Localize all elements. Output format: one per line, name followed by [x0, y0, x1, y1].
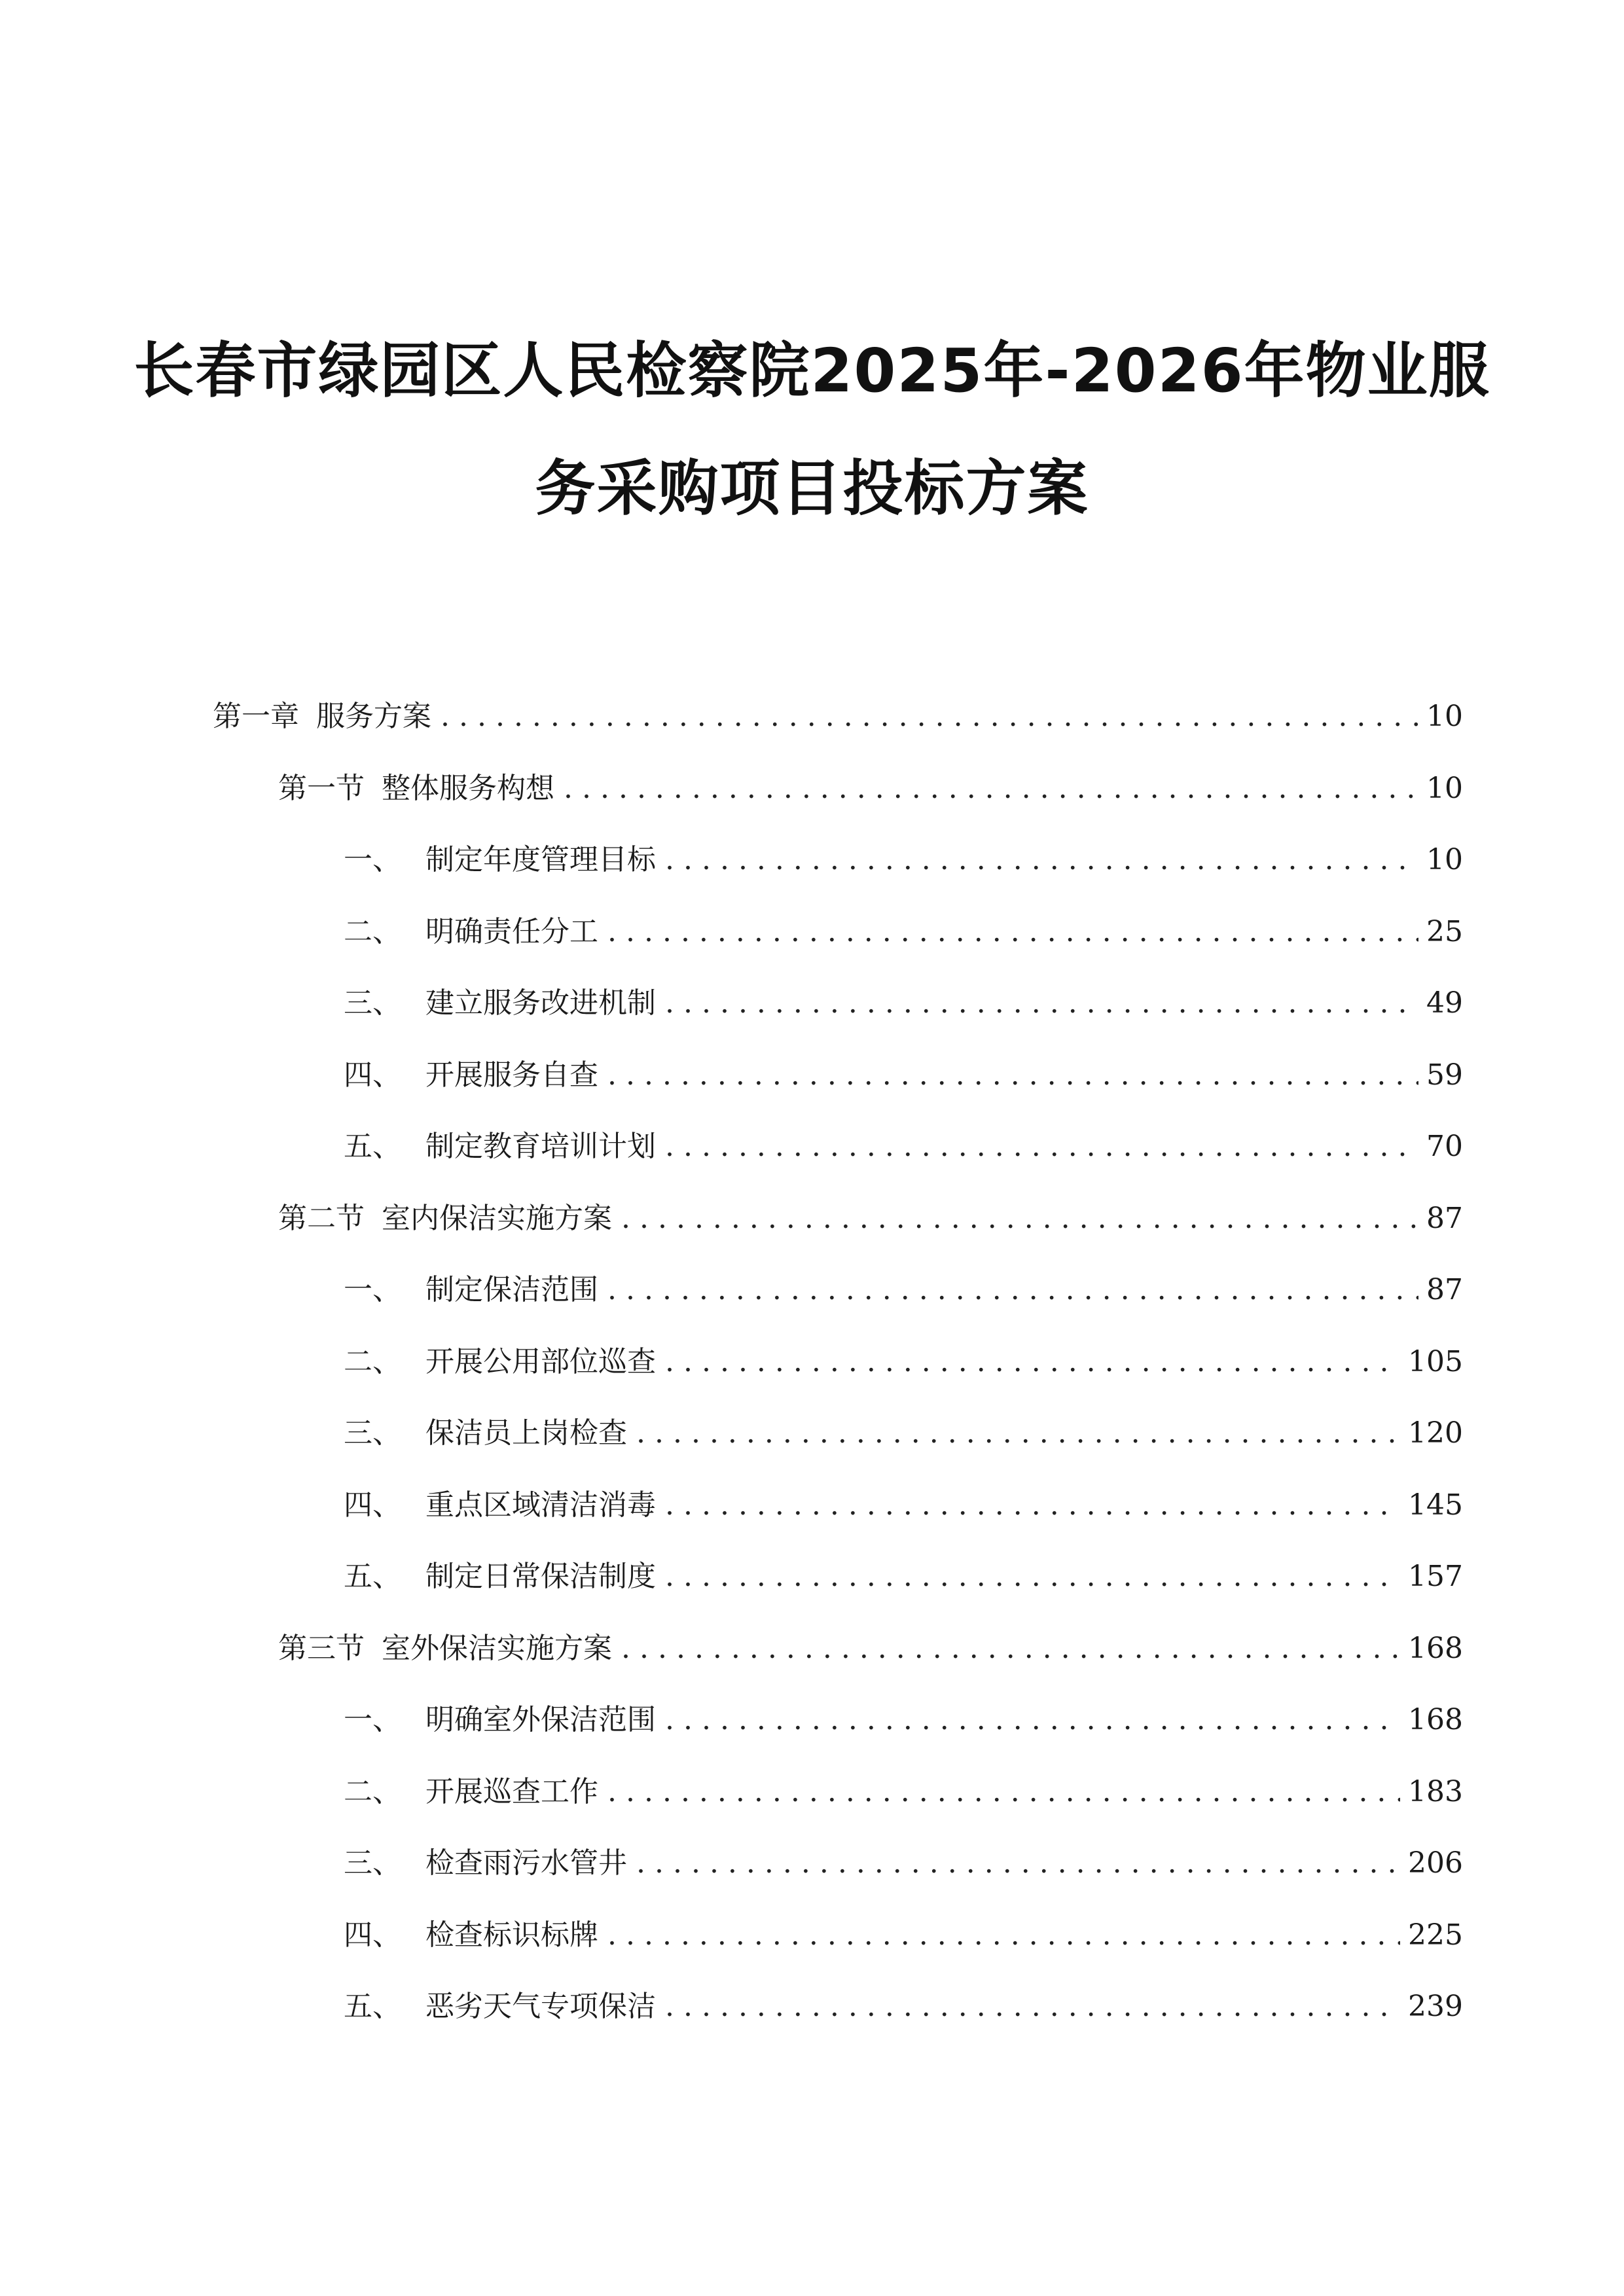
toc-dot-leader: [621, 1626, 1400, 1672]
toc-entry-page-number: 87: [1426, 1201, 1463, 1235]
toc-entry-number: 五、: [344, 1990, 401, 2023]
toc-entry-number: 第一节: [278, 771, 365, 805]
toc-entry-label: [278, 1626, 612, 1672]
toc-dot-leader: [607, 1052, 1418, 1098]
toc-entry[interactable]: [344, 1984, 1463, 2030]
toc-entry-number: 三、: [344, 986, 401, 1020]
toc-entry-label: [344, 1912, 598, 1958]
toc-entry-label: [344, 1339, 656, 1385]
toc-entry-label: [278, 766, 554, 812]
toc-entry-text: 明确室外保洁范围: [425, 1703, 656, 1736]
toc-entry-text: 制定教育培训计划: [425, 1130, 656, 1163]
toc-dot-leader: [665, 980, 1418, 1026]
toc-entry-number: 第一章: [213, 700, 299, 733]
toc-entry-number: 三、: [344, 1416, 401, 1450]
toc-dot-leader: [665, 1984, 1400, 2030]
toc-entry-page-number: 49: [1426, 986, 1463, 1020]
toc-entry-label: [344, 1482, 656, 1528]
toc-entry-page-number: 206: [1408, 1846, 1463, 1880]
toc-entry-number: 二、: [344, 914, 401, 948]
toc-entry-number: 四、: [344, 1918, 401, 1952]
toc-entry-page-number: 87: [1426, 1273, 1463, 1306]
toc-entry-label: [344, 1052, 598, 1098]
toc-entry[interactable]: [344, 1697, 1463, 1743]
toc-dot-leader: [665, 1697, 1400, 1743]
toc-entry[interactable]: [278, 766, 1463, 812]
toc-dot-leader: [607, 1769, 1400, 1815]
toc-entry-page-number: 145: [1408, 1488, 1463, 1522]
toc-entry-page-number: 183: [1408, 1774, 1463, 1808]
toc-dot-leader: [607, 1912, 1400, 1958]
toc-dot-leader: [607, 909, 1418, 955]
toc-entry-number: 一、: [344, 1703, 401, 1736]
toc-entry-text: 保洁员上岗检查: [425, 1416, 627, 1450]
toc-entry-label: [344, 1769, 598, 1815]
toc-entry-page-number: 168: [1408, 1631, 1463, 1665]
toc-entry-number: 一、: [344, 1273, 401, 1306]
toc-entry-text: 检查雨污水管井: [425, 1846, 627, 1880]
toc-entry-number: 一、: [344, 843, 401, 876]
toc-dot-leader: [564, 766, 1418, 812]
toc-entry-number: 五、: [344, 1560, 401, 1593]
toc-entry-label: [344, 1410, 627, 1456]
toc-entry-page-number: 239: [1408, 1990, 1463, 2023]
toc-entry-label: [213, 694, 431, 740]
toc-entry-number: 第二节: [278, 1201, 365, 1235]
toc-entry-text: 建立服务改进机制: [425, 986, 656, 1020]
toc-entry-text: 检查标识标牌: [425, 1918, 598, 1952]
toc-entry-number: 第三节: [278, 1631, 365, 1665]
toc-entry-text: 服务方案: [316, 700, 431, 733]
toc-entry-label: [344, 1267, 598, 1313]
toc-dot-leader: [636, 1410, 1400, 1456]
toc-entry-text: 整体服务构想: [382, 771, 554, 805]
toc-entry-number: 二、: [344, 1344, 401, 1378]
toc-entry-label: [278, 1196, 612, 1242]
toc-entry[interactable]: [344, 1554, 1463, 1600]
toc-entry-page-number: 59: [1426, 1058, 1463, 1092]
toc-entry[interactable]: [344, 1840, 1463, 1886]
toc-dot-leader: [441, 694, 1418, 740]
toc-entry[interactable]: [344, 1769, 1463, 1815]
toc-entry-label: [344, 1697, 656, 1743]
toc-entry-text: 制定保洁范围: [425, 1273, 598, 1306]
toc-entry[interactable]: [344, 1124, 1463, 1170]
toc-entry-text: 恶劣天气专项保洁: [425, 1990, 656, 2023]
toc-entry[interactable]: [344, 1339, 1463, 1385]
toc-entry-text: 明确责任分工: [425, 914, 598, 948]
toc-entry[interactable]: [344, 909, 1463, 955]
toc-entry-number: 三、: [344, 1846, 401, 1880]
toc-entry-label: [344, 1554, 656, 1600]
toc-entry-page-number: 105: [1408, 1344, 1463, 1378]
toc-entry-page-number: 10: [1426, 700, 1463, 733]
toc-entry-number: 二、: [344, 1774, 401, 1808]
toc-entry-text: 开展公用部位巡查: [425, 1344, 656, 1378]
toc-entry-number: 五、: [344, 1130, 401, 1163]
toc-entry[interactable]: [344, 1410, 1463, 1456]
toc-entry-page-number: 10: [1426, 843, 1463, 876]
toc-dot-leader: [665, 837, 1418, 883]
toc-entry[interactable]: [213, 694, 1463, 740]
toc-entry-label: [344, 1984, 656, 2030]
toc-dot-leader: [665, 1339, 1400, 1385]
toc-entry-text: 开展巡查工作: [425, 1774, 598, 1808]
toc-entry-label: [344, 837, 656, 883]
toc-dot-leader: [607, 1267, 1418, 1313]
toc-entry[interactable]: [278, 1196, 1463, 1242]
toc-entry-page-number: 168: [1408, 1703, 1463, 1736]
toc-entry-number: 四、: [344, 1488, 401, 1522]
toc-entry-page-number: 70: [1426, 1130, 1463, 1163]
toc-entry-text: 开展服务自查: [425, 1058, 598, 1092]
toc-entry-page-number: 225: [1408, 1918, 1463, 1952]
toc-dot-leader: [621, 1196, 1418, 1242]
toc-entry-page-number: 10: [1426, 771, 1463, 805]
toc-entry-number: 四、: [344, 1058, 401, 1092]
toc-dot-leader: [665, 1124, 1418, 1170]
toc-entry-label: [344, 909, 598, 955]
toc-dot-leader: [636, 1840, 1400, 1886]
toc-entry-text: 室内保洁实施方案: [382, 1201, 612, 1235]
toc-dot-leader: [665, 1554, 1400, 1600]
toc-entry[interactable]: [344, 1912, 1463, 1958]
toc-entry-label: [344, 1840, 627, 1886]
toc-entry-text: 重点区域清洁消毒: [425, 1488, 656, 1522]
toc-entry[interactable]: [344, 1052, 1463, 1098]
toc-entry[interactable]: [344, 837, 1463, 883]
toc-entry[interactable]: [344, 980, 1463, 1026]
toc-entry-text: 制定年度管理目标: [425, 843, 656, 876]
toc-entry-text: 室外保洁实施方案: [382, 1631, 612, 1665]
toc-dot-leader: [665, 1482, 1400, 1528]
document-title-line-1: 长春市绿园区人民检察院2025年-2026年物业服: [134, 336, 1490, 406]
toc-entry-text: 制定日常保洁制度: [425, 1560, 656, 1593]
toc-entry-page-number: 157: [1408, 1560, 1463, 1593]
toc-entry[interactable]: [344, 1482, 1463, 1528]
toc-entry-page-number: 25: [1426, 914, 1463, 948]
toc-entry-page-number: 120: [1408, 1416, 1463, 1450]
toc-entry-label: [344, 1124, 656, 1170]
document-title-line-2: 务采购项目投标方案: [535, 454, 1089, 524]
toc-entry[interactable]: [278, 1626, 1463, 1672]
toc-entry[interactable]: [344, 1267, 1463, 1313]
toc-entry-label: [344, 980, 656, 1026]
